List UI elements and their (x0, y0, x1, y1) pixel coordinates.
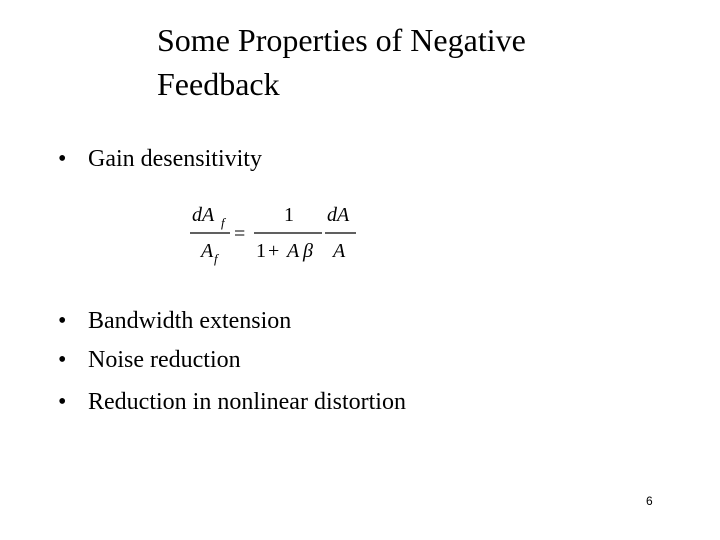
bullet-gain-desensitivity (58, 144, 262, 174)
slide-title-line-2: Feedback (157, 66, 280, 102)
page-number: 6 (646, 494, 653, 508)
formula-lhs-denominator-subscript: f (214, 251, 218, 266)
formula-mid-denominator-beta: β (303, 240, 313, 262)
formula-mid-denominator-plus: + (268, 240, 280, 262)
bullet-text: Bandwidth extension (88, 308, 292, 334)
bullet-text: Gain desensitivity (88, 146, 262, 172)
formula-rhs-denominator: A (333, 240, 346, 262)
bullet-bandwidth-extension (58, 306, 291, 336)
bullet-noise-reduction (58, 345, 241, 375)
bullet-nonlinear-distortion (58, 387, 406, 417)
bullet-dot: • (58, 308, 67, 334)
formula-lhs-numerator: dA (192, 204, 215, 226)
bullet-text: Noise reduction (88, 347, 241, 373)
slide-title-line-1: Some Properties of Negative (157, 22, 526, 58)
formula-equals: = (234, 223, 246, 245)
bullet-text: Reduction in nonlinear distortion (88, 389, 406, 415)
bullet-dot: • (58, 389, 67, 415)
bullet-dot: • (58, 146, 67, 172)
bullet-dot: • (58, 347, 67, 373)
formula-mid-denominator-one: 1 (256, 240, 266, 262)
formula-lhs-numerator-subscript: f (221, 215, 225, 230)
formula-mid-denominator-a: A (287, 240, 300, 262)
formula-mid-numerator: 1 (284, 204, 294, 226)
formula-lhs-denominator: A (201, 240, 214, 262)
gain-desensitivity-formula (188, 200, 368, 266)
formula-rhs-numerator: dA (327, 204, 350, 226)
slide-title (157, 18, 637, 106)
